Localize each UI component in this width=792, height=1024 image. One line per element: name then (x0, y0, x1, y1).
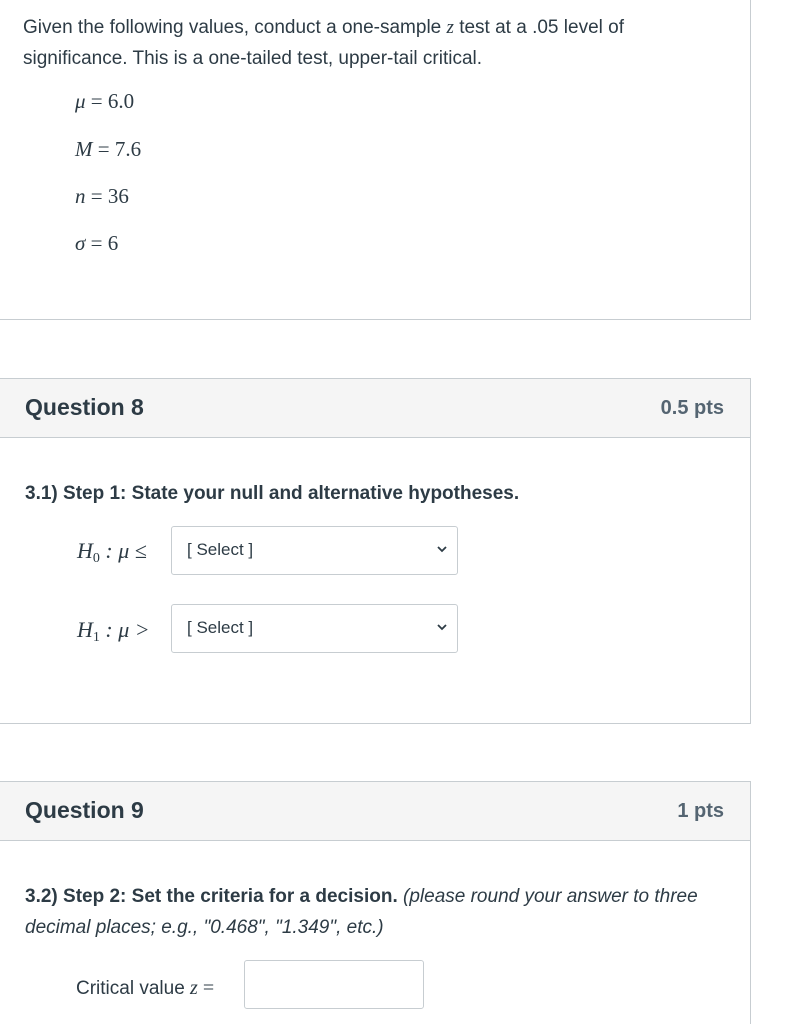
question9-card (0, 781, 751, 1024)
alt-hypothesis-select[interactable]: [ Select ] (171, 604, 458, 653)
question8-points: 0.5 pts (660, 397, 724, 419)
chevron-down-icon (435, 542, 449, 556)
question8-prompt: 3.1) Step 1: State your null and alternative hypotheses. (25, 483, 520, 504)
z-variable: z (446, 17, 454, 38)
critical-value-input[interactable] (244, 960, 424, 1009)
alt-hypothesis-label: $H_1$ : μ > (77, 617, 150, 645)
question9-header (0, 782, 750, 841)
question8-title: Question 8 (25, 394, 144, 420)
given-n: n = 36 (75, 184, 129, 208)
null-hypothesis-select[interactable]: [ Select ] (171, 526, 458, 575)
given-mu: μ = 6.0 (75, 89, 135, 113)
question7-card (0, 0, 751, 320)
given-M: M = 7.6 (75, 137, 142, 161)
question9-prompt: 3.2) Step 2: Set the criteria for a decision. (please round your answer to three decimal places; e.g., "0.468", "1.349", etc.) (25, 886, 698, 938)
given-sigma: σ = 6 (75, 231, 119, 255)
question8-header (0, 379, 750, 438)
question9-title: Question 9 (25, 797, 144, 823)
question9-points: 1 pts (677, 800, 724, 822)
null-hypothesis-label: $H_0$ : μ ≤ (77, 538, 147, 566)
question8-card (0, 378, 751, 724)
question7-prompt: Given the following values, conduct a one-sample z test at a .05 level of significance. This is a one-tailed test, upper-tail critical. (23, 17, 624, 69)
chevron-down-icon (435, 620, 449, 634)
critical-value-label: Critical value z = (76, 977, 215, 999)
